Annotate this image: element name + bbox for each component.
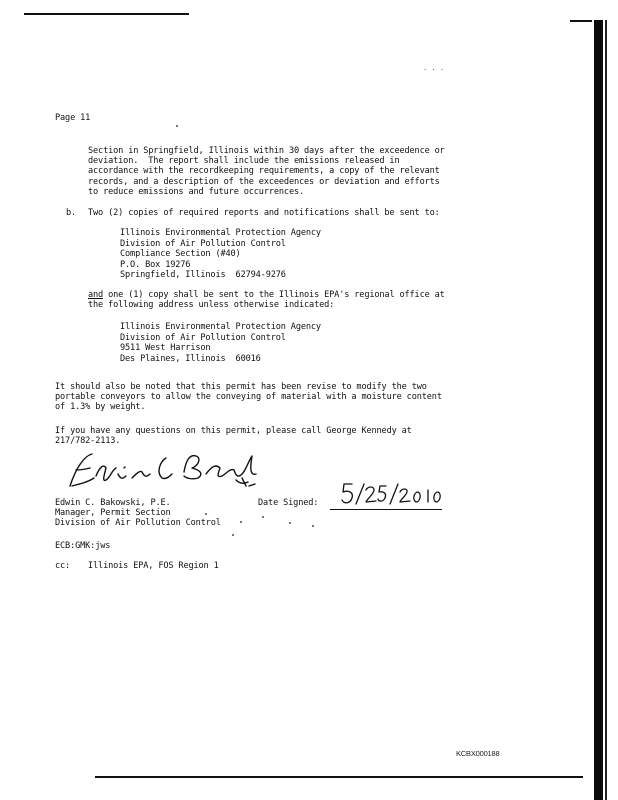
address-line: Illinois Environmental Protection Agency <box>120 322 321 332</box>
and-line-rest: one (1) copy shall be sent to the Illinois EPA's regional office at <box>103 290 445 300</box>
revision-note <box>55 382 442 413</box>
paragraph-line: Section in Springfield, Illinois within 30 days after the exceedence or <box>88 146 445 156</box>
address-line: Division of Air Pollution Control <box>120 238 286 249</box>
regional-office-paragraph <box>88 290 445 310</box>
scan-speckle <box>240 521 242 523</box>
contact-line: If you have any questions on this permit, please call George Kennedy at <box>55 426 412 436</box>
and-underlined: and <box>88 290 104 300</box>
top-rule <box>24 13 189 15</box>
contact-line: 217/782-2113. <box>55 436 121 447</box>
note-line: of 1.3% by weight. <box>55 402 146 413</box>
address-line: Illinois Environmental Protection Agency <box>120 228 321 238</box>
reporting-paragraph <box>88 146 445 197</box>
note-line: portable conveyors to allow the conveying of material with a moisture content <box>55 392 442 403</box>
date-signed-label: Date Signed: <box>258 498 319 508</box>
item-b-label: b. <box>66 208 77 218</box>
address-line: Springfield, Illinois 62794-9276 <box>120 270 286 280</box>
signatory-line: Manager, Permit Section <box>55 508 171 519</box>
page-number: Page 11 <box>55 113 91 123</box>
and-line-second: the following address unless otherwise indicated: <box>88 300 335 311</box>
address-line: Des Plaines, Illinois 60016 <box>120 353 261 364</box>
signatory-line: Division of Air Pollution Control <box>55 518 221 529</box>
signatory-block <box>55 498 221 529</box>
address-line: P.O. Box 19276 <box>120 259 191 270</box>
handwritten-date <box>340 480 450 510</box>
scan-edge-line <box>605 20 607 800</box>
bottom-rule <box>95 776 583 778</box>
scan-speckle <box>176 125 178 127</box>
note-line: It should also be noted that this permit has been revise to modify the two <box>55 382 427 392</box>
reference-initials: ECB:GMK:jws <box>55 541 111 551</box>
contact-paragraph <box>55 426 412 446</box>
right-edge-mark <box>570 20 592 22</box>
scan-speckle <box>232 534 234 536</box>
paragraph-line: deviation. The report shall include the emissions released in <box>88 156 400 167</box>
address-line: 9511 West Harrison <box>120 343 211 353</box>
regional-address <box>120 322 321 364</box>
scan-edge-bar <box>594 20 603 800</box>
scan-speckle <box>289 522 291 524</box>
item-b-text: Two (2) copies of required reports and notifications shall be sent to: <box>88 208 440 218</box>
scan-speckle <box>312 525 314 527</box>
cc-recipient: Illinois EPA, FOS Region 1 <box>88 561 219 571</box>
address-line: Compliance Section (#40) <box>120 249 241 259</box>
address-line: Division of Air Pollution Control <box>120 332 286 343</box>
cc-label: cc: <box>55 561 71 571</box>
date-signed-line <box>330 509 442 510</box>
handwritten-signature <box>66 448 296 498</box>
compliance-address <box>120 228 321 281</box>
scan-artifact: · · · <box>423 66 445 74</box>
paragraph-line: accordance with the recordkeeping requirements, a copy of the relevant <box>88 166 440 177</box>
signatory-line: Edwin C. Bakowski, P.E. <box>55 498 171 508</box>
paragraph-line: to reduce emissions and future occurrences. <box>88 186 305 197</box>
scan-speckle <box>262 516 264 518</box>
paragraph-line: records, and a description of the exceedences or deviation and efforts <box>88 176 440 187</box>
bates-number: KCBX000188 <box>456 749 500 758</box>
scan-speckle <box>205 513 207 515</box>
